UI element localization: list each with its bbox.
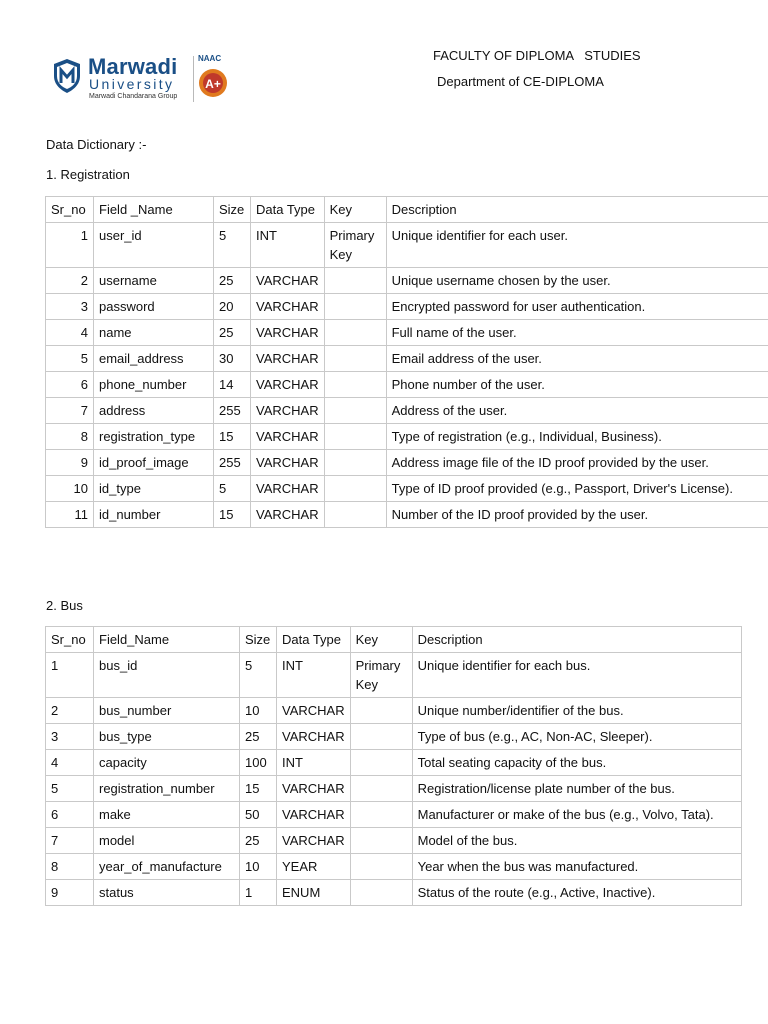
- cell-type: VARCHAR: [251, 268, 325, 294]
- cell-sr: 9: [46, 450, 94, 476]
- cell-size: 255: [214, 450, 251, 476]
- cell-desc: Address of the user.: [386, 398, 768, 424]
- cell-sr: 1: [46, 223, 94, 268]
- cell-size: 100: [240, 750, 277, 776]
- cell-type: VARCHAR: [277, 776, 351, 802]
- cell-type: VARCHAR: [251, 502, 325, 528]
- cell-size: 10: [240, 698, 277, 724]
- cell-key: [324, 424, 386, 450]
- cell-field: password: [94, 294, 214, 320]
- table-row: [46, 828, 742, 854]
- cell-size: 5: [214, 476, 251, 502]
- table-row: [46, 802, 742, 828]
- cell-type: VARCHAR: [251, 424, 325, 450]
- cell-field: username: [94, 268, 214, 294]
- table-row: [46, 724, 742, 750]
- cell-key: Primary Key: [350, 653, 412, 698]
- grade-text: A+: [205, 77, 221, 91]
- col-header: Description: [386, 197, 768, 223]
- cell-key: [350, 698, 412, 724]
- cell-sr: 8: [46, 424, 94, 450]
- cell-size: 20: [214, 294, 251, 320]
- cell-desc: Number of the ID proof provided by the user.: [386, 502, 768, 528]
- cell-desc: Status of the route (e.g., Active, Inactive).: [412, 880, 741, 906]
- cell-sr: 6: [46, 372, 94, 398]
- cell-key: [350, 854, 412, 880]
- col-header: Field _Name: [94, 197, 214, 223]
- university-shield-icon: [52, 58, 82, 94]
- cell-type: INT: [277, 653, 351, 698]
- cell-size: 15: [214, 502, 251, 528]
- cell-field: registration_number: [94, 776, 240, 802]
- cell-key: [324, 372, 386, 398]
- table-row: [46, 223, 768, 268]
- cell-field: id_proof_image: [94, 450, 214, 476]
- bus-table: [45, 626, 742, 906]
- cell-key: [324, 346, 386, 372]
- cell-sr: 6: [46, 802, 94, 828]
- cell-size: 5: [214, 223, 251, 268]
- cell-field: capacity: [94, 750, 240, 776]
- cell-desc: Unique number/identifier of the bus.: [412, 698, 741, 724]
- cell-size: 15: [240, 776, 277, 802]
- cell-key: [324, 502, 386, 528]
- cell-type: INT: [251, 223, 325, 268]
- col-header: Field_Name: [94, 627, 240, 653]
- cell-field: make: [94, 802, 240, 828]
- cell-desc: Model of the bus.: [412, 828, 741, 854]
- cell-desc: Type of ID proof provided (e.g., Passport, Driver's License).: [386, 476, 768, 502]
- faculty-title: FACULTY OF DIPLOMA STUDIES: [433, 48, 641, 63]
- cell-key: [324, 476, 386, 502]
- university-logo: [48, 48, 238, 110]
- cell-field: bus_number: [94, 698, 240, 724]
- cell-desc: Total seating capacity of the bus.: [412, 750, 741, 776]
- cell-desc: Unique identifier for each user.: [386, 223, 768, 268]
- col-header: Sr_no: [46, 627, 94, 653]
- cell-sr: 2: [46, 268, 94, 294]
- cell-field: year_of_manufacture: [94, 854, 240, 880]
- table-header-row: [46, 627, 742, 653]
- cell-type: VARCHAR: [277, 698, 351, 724]
- cell-field: bus_id: [94, 653, 240, 698]
- department-title: Department of CE-DIPLOMA: [437, 74, 604, 89]
- logo-group: Marwadi Chandarana Group: [89, 93, 178, 100]
- cell-desc: Unique identifier for each bus.: [412, 653, 741, 698]
- cell-desc: Type of registration (e.g., Individual, Business).: [386, 424, 768, 450]
- cell-sr: 7: [46, 828, 94, 854]
- grade-badge-icon: [198, 68, 228, 98]
- cell-field: email_address: [94, 346, 214, 372]
- cell-sr: 4: [46, 320, 94, 346]
- logo-subname: University: [89, 76, 175, 92]
- cell-key: [350, 828, 412, 854]
- cell-key: [350, 776, 412, 802]
- col-header: Sr_no: [46, 197, 94, 223]
- cell-type: VARCHAR: [277, 802, 351, 828]
- registration-table: [45, 196, 768, 528]
- cell-type: VARCHAR: [251, 346, 325, 372]
- table-row: [46, 268, 768, 294]
- cell-size: 14: [214, 372, 251, 398]
- cell-size: 25: [214, 268, 251, 294]
- table-row: [46, 653, 742, 698]
- cell-size: 25: [214, 320, 251, 346]
- document-header: [433, 48, 641, 89]
- naac-label: NAAC: [198, 54, 222, 63]
- cell-sr: 5: [46, 346, 94, 372]
- logo-divider: [193, 56, 194, 102]
- cell-field: name: [94, 320, 214, 346]
- table-row: [46, 294, 768, 320]
- cell-sr: 9: [46, 880, 94, 906]
- cell-desc: Encrypted password for user authentication.: [386, 294, 768, 320]
- cell-desc: Type of bus (e.g., AC, Non-AC, Sleeper).: [412, 724, 741, 750]
- cell-size: 25: [240, 724, 277, 750]
- cell-key: [350, 750, 412, 776]
- cell-desc: Email address of the user.: [386, 346, 768, 372]
- cell-key: [324, 294, 386, 320]
- cell-type: VARCHAR: [251, 398, 325, 424]
- cell-type: VARCHAR: [251, 372, 325, 398]
- cell-sr: 1: [46, 653, 94, 698]
- col-header: Key: [324, 197, 386, 223]
- cell-size: 1: [240, 880, 277, 906]
- table-row: [46, 750, 742, 776]
- col-header: Description: [412, 627, 741, 653]
- table-row: [46, 450, 768, 476]
- cell-type: VARCHAR: [251, 476, 325, 502]
- cell-field: registration_type: [94, 424, 214, 450]
- cell-type: INT: [277, 750, 351, 776]
- cell-size: 15: [214, 424, 251, 450]
- table-row: [46, 424, 768, 450]
- cell-key: [350, 724, 412, 750]
- cell-field: model: [94, 828, 240, 854]
- cell-field: id_type: [94, 476, 214, 502]
- cell-size: 30: [214, 346, 251, 372]
- cell-type: VARCHAR: [277, 724, 351, 750]
- cell-key: [324, 268, 386, 294]
- cell-sr: 10: [46, 476, 94, 502]
- cell-field: phone_number: [94, 372, 214, 398]
- cell-sr: 5: [46, 776, 94, 802]
- cell-type: VARCHAR: [251, 450, 325, 476]
- cell-type: VARCHAR: [251, 320, 325, 346]
- table-header-row: [46, 197, 768, 223]
- cell-field: address: [94, 398, 214, 424]
- col-header: Key: [350, 627, 412, 653]
- cell-sr: 4: [46, 750, 94, 776]
- cell-key: [324, 398, 386, 424]
- table-row: [46, 476, 768, 502]
- cell-desc: Unique username chosen by the user.: [386, 268, 768, 294]
- cell-sr: 3: [46, 294, 94, 320]
- cell-sr: 2: [46, 698, 94, 724]
- cell-key: [350, 880, 412, 906]
- cell-size: 255: [214, 398, 251, 424]
- cell-type: VARCHAR: [251, 294, 325, 320]
- cell-desc: Phone number of the user.: [386, 372, 768, 398]
- cell-field: bus_type: [94, 724, 240, 750]
- cell-field: id_number: [94, 502, 214, 528]
- col-header: Data Type: [251, 197, 325, 223]
- cell-sr: 3: [46, 724, 94, 750]
- cell-type: ENUM: [277, 880, 351, 906]
- table-row: [46, 320, 768, 346]
- cell-desc: Address image file of the ID proof provided by the user.: [386, 450, 768, 476]
- cell-type: YEAR: [277, 854, 351, 880]
- cell-size: 25: [240, 828, 277, 854]
- col-header: Size: [214, 197, 251, 223]
- cell-key: [350, 802, 412, 828]
- cell-key: [324, 450, 386, 476]
- table-row: [46, 854, 742, 880]
- cell-desc: Manufacturer or make of the bus (e.g., Volvo, Tata).: [412, 802, 741, 828]
- cell-key: [324, 320, 386, 346]
- table-row: [46, 776, 742, 802]
- table-row: [46, 346, 768, 372]
- table-row: [46, 398, 768, 424]
- table-row: [46, 372, 768, 398]
- table-row: [46, 502, 768, 528]
- cell-desc: Full name of the user.: [386, 320, 768, 346]
- cell-sr: 7: [46, 398, 94, 424]
- col-header: Size: [240, 627, 277, 653]
- section-registration-title: 1. Registration: [46, 167, 130, 182]
- cell-field: user_id: [94, 223, 214, 268]
- cell-field: status: [94, 880, 240, 906]
- cell-key: Primary Key: [324, 223, 386, 268]
- section-bus-title: 2. Bus: [46, 598, 83, 613]
- col-header: Data Type: [277, 627, 351, 653]
- cell-sr: 8: [46, 854, 94, 880]
- cell-size: 10: [240, 854, 277, 880]
- table-row: [46, 880, 742, 906]
- logo-name: Marwadi: [88, 54, 178, 79]
- cell-type: VARCHAR: [277, 828, 351, 854]
- cell-size: 5: [240, 653, 277, 698]
- data-dictionary-heading: Data Dictionary :-: [46, 137, 147, 152]
- cell-desc: Registration/license plate number of the bus.: [412, 776, 741, 802]
- cell-size: 50: [240, 802, 277, 828]
- table-row: [46, 698, 742, 724]
- cell-sr: 11: [46, 502, 94, 528]
- cell-desc: Year when the bus was manufactured.: [412, 854, 741, 880]
